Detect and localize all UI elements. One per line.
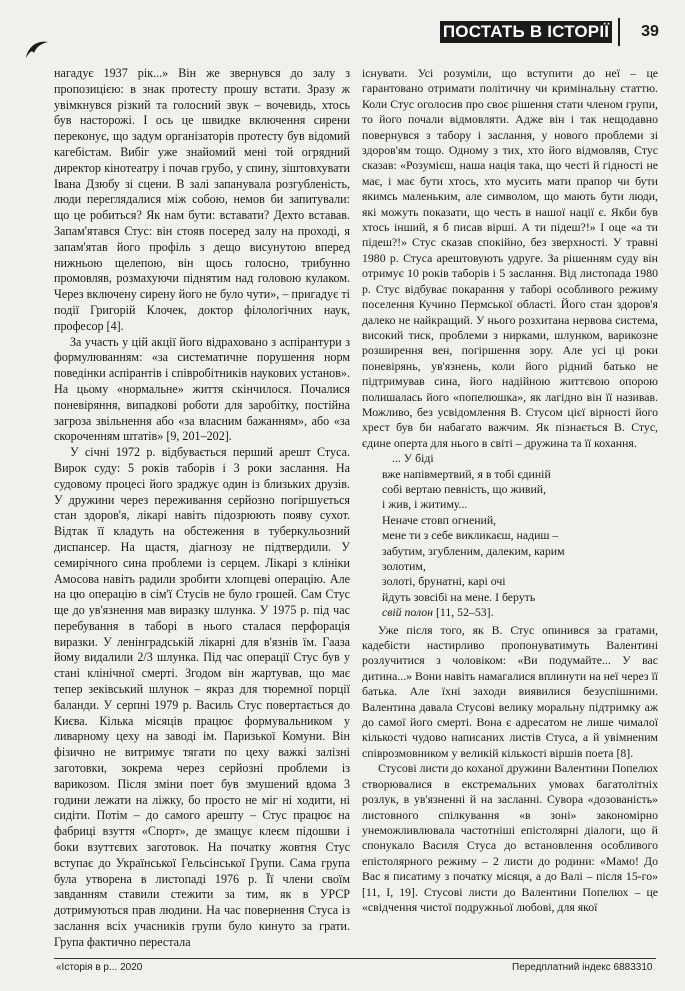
footer-journal-title: «Історія в р... 2020 xyxy=(56,962,143,973)
poem-line: Неначе стовп огнений, xyxy=(382,512,497,527)
footer-subscription-index: Передплатний індекс 6883310 xyxy=(512,962,653,973)
poem-line: собі вертаю певність, що живий, xyxy=(382,481,547,496)
paragraph: За участь у цій акції його відраховано з аспірантури з формулюванням: «за систематичне порушення норм поведінки аспірантів і співробітників наукових установ». На цьому «нормальне» життя скінчилося. Почалися поневіряння, випадкові роботи для заробітку, постійна загроза звільнення або «за власним бажанням», або «за скороченням штатів» [9, 201–202]. xyxy=(54,334,350,444)
paragraph: У січні 1972 р. відбувається перший арешт Стуса. Вирок суду: 5 років таборів і 3 роки заслання. На судовому процесі його зраджує один із близьких друзів. У дружини через переживання серйозно погіршується стан здоров'я, лікарі навіть підозрюють появу сухот. Відтак її кладуть на обстеження в туберкульозний диспансер. На щастя, діагнозу не підтвердили. У семирічного сина проблеми із серцем. Лікарі з клініки Амосова навіть радили зробити хлопцеві операцію. Але на цю операцію в сім'ї Стусів не було грошей. Сам Стус ще до ув'язнення мав виразку шлунка. У 1975 р. під час перебування в таборі в нього сталася перфорація виразки. У ленінградській лікарні для в'язнів їм. Гааза йому видалили 2/3 шлунка. Під час операції Стус був у стані клінічної смерті. Згодом він жартував, що має тепер зеківський шлунок – якраз для тюремної порції баланди. У серпні 1979 р. Василь Стус повертається до Києва. Кілька місяців працює формувальником у ливарному цеху на заводі ім. Паризької Комуни. Він фізично не витримує тягати по цеху важкі залізні заготовки, зокрема через серйозні проблеми із варикозом. Після зміни поет був змушений вдома 3 години лежати на ліжку, бо просто не міг ні ходити, ні сидіти. Потім – до самого арешту – Стус працює на фабриці взуття «Спорт», де змащує клеєм підошви і боки взуттєвих заготовок. На початку жовтня Стус вступає до Української Гельсінської Групи. Сама група була утворена в листопаді 1976 р. Її члени своїм завданням ставили стежити за тим, як в УРСР дотримуються прав людини. На час повернення Стуса із заслання всіх учасників групи було кинуто за грати. Група фактично перестала xyxy=(54,445,350,949)
section-title: ПОСТАТЬ В ІСТОРІЇ xyxy=(440,21,612,43)
paragraph: нагадує 1937 рік...» Він же звернувся до залу з пропозицією: в знак протесту прошу встати. Зразу ж увімкнувся різкий та голосний звук – вочевидь, хтось був насторожі. І ось це швидке включення сирени переконує, що задум організаторів протесту був відомий кагебістам. Вибіг уже знайомий мені той огрядний директор кінотеатру і почав грубо, у спину, зіштовхувати Івана Дзюбу зі сцени. В залі запанувала розгубленість, люди переглядалися між собою, немов би запитували: що це робиться? Як нам бути: вставати? Дехто вставав. Запам'ятався Стус: він стояв посеред залу на проході, я запам'ятав його профіль з дещо висунутою вперед нижньою щелепою, він щось голосно, трибунно промовляв, розмахуючи піднятим над головою кулаком. Через включену сирену його не було чути», – пригадує ті події Григорій Клочек, доктор філологічних наук, професор [4]. xyxy=(54,66,350,333)
poem-line: золоті, брунатні, карі очі xyxy=(382,574,506,589)
poem-line: золотим, xyxy=(382,559,426,573)
poem-quote xyxy=(362,451,658,620)
paragraph: Стусові листи до коханої дружини Валентини Попелюх створювалися в екстремальних умовах багатолітніх розлук, в ув'язненні й на засланні. Сувора «дозованість» листовного спілкування «в зоні» закономірно унеможливлювала частотніші епістолярні діалоги, що й спонукало Василя Стуса до встановлення особливого епістолярного режиму – 2 листи до родини: «Мамо! До Вас я писатиму з початку місяця, а до Валі – після 15-го» [11, І, 19]. Стусові листи до Валентини Попелюх – це «свідчення чистої подружньої любові, для якої xyxy=(362,761,658,914)
poem-citation-ref: [11, 52–53]. xyxy=(433,605,494,620)
poem-line: забутим, згубленим, далеким, карим xyxy=(382,543,565,558)
poem-citation-line xyxy=(382,605,658,620)
footer-divider xyxy=(54,958,656,959)
poem-line: вже напівмертвий, я в тобі єдиній xyxy=(382,466,551,481)
page-number: 39 xyxy=(618,18,680,46)
paragraph: Уже після того, як В. Стус опинився за гратами, кадебісти настирливо пропонуватимуть Валентині розлучитися з чоловіком: «Ви подумайте... У вас дитина...» Вони навіть намагалися вплинути на неї через її батька. Але їхні заходи виявилися безуспішними. Валентина давала Стусові велику моральну підтримку аж до самої його смерті. Вона є адресатом не лише чималої кількості чудово написаних листів Стуса, а й увімненим співрозмовником у великій кількості віршів поета [8]. xyxy=(362,622,659,760)
bird-ornament-icon xyxy=(24,38,50,62)
poem-line: ... У біді xyxy=(392,451,434,466)
poem-line: і жив, і житиму... xyxy=(382,497,468,512)
page-header xyxy=(440,18,685,46)
paragraph: існувати. Усі розуміли, що вступити до неї – це гарантовано отримати політичну чи кримінальну статтю. Коли Стус оголосив про своє рішення стати членом групи, то його почали відмовляти. Адже він і так нещодавно повернувся з табору і заслання, у нового проблеми зі здоров'ям тощо. Одному з тих, хто його відмовляв, Стус сказав: «Розумієш, наша нація така, що честі й гідності не має, і має бути хтось, хто мусить мати прапор чи бути якимсь маленьким, але символом, що мають бути люди, які можуть показати, що честь в нашої нації є. Якби був хтось інший, я б писав вірші. А ти підеш?!» І оце «а ти підеш?!» Стус сказав спокійно, без зверхності. У травні 1980 р. Стуса арештовують удруге. За рішенням суду він отримує 10 років таборів і 5 заслання. Від листопада 1980 р. Стус відбуває покарання у таборі особливого режиму поселення Кучино Пермської області. Його стан здоров'я далеко не найкращий. У нього розхитана нервова система, високий тиск, проблеми з нирками, шлунком, варикозне розширення вен, погіршення зору. Але усі ці роки поневірянь, ув'язнень, коли його рідний батько не підтримував сина, його надійною життєвою опорою полишалась його «попелюшка», як лагідно він її називав. Можливо, без усвідомлення В. Стусом цієї вірності його хрест був би набагато важчим. Як пізнається В. Стус, єдине оперта для нього в світі – дружина та її кохання. xyxy=(362,66,658,450)
poem-line: мене ти з себе викликаєш, надиш – xyxy=(382,528,559,543)
poem-citation-text: свій полон xyxy=(382,605,434,620)
poem-line: йдуть зовсібі на мене. І беруть xyxy=(382,589,536,604)
left-text-column xyxy=(54,66,350,951)
right-text-column xyxy=(362,66,658,915)
